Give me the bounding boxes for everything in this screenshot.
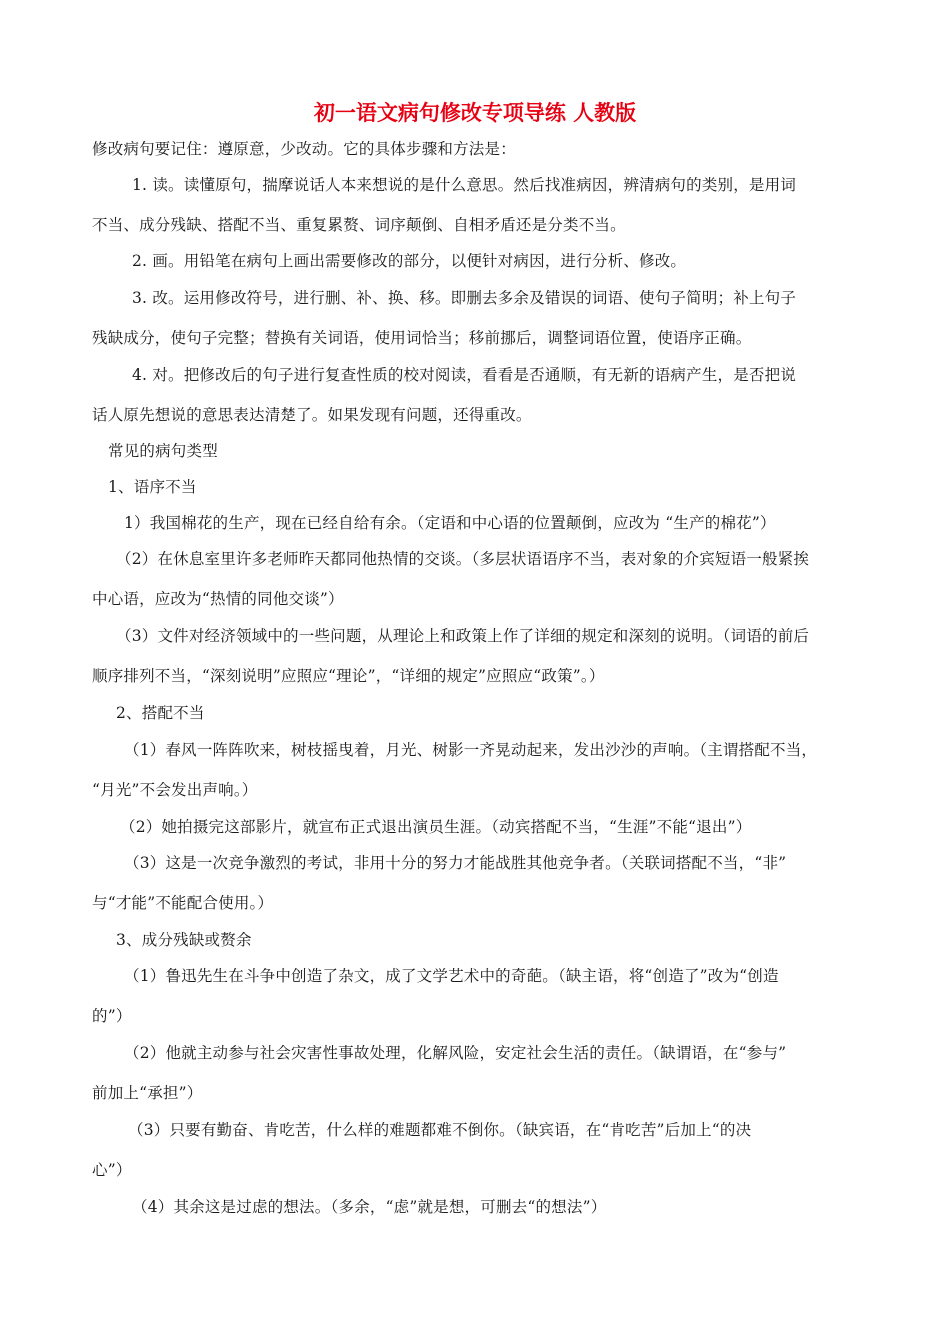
section-heading: 常见的病句类型 bbox=[108, 442, 218, 460]
example-3-2-line-1: （2）他就主动参与社会灾害性事故处理，化解风险，安定社会生活的责任。（缺谓语，在“参与” bbox=[124, 1044, 787, 1062]
step-1-line-1: 1. 读。读懂原句，揣摩说话人本来想说的是什么意思。然后找准病因，辨清病句的类别，是用词 bbox=[132, 176, 797, 194]
example-1-1: 1）我国棉花的生产，现在已经自给有余。（定语和中心语的位置颠倒，应改为 “生产的棉花”） bbox=[124, 514, 776, 532]
step-1-line-2: 不当、成分残缺、搭配不当、重复累赘、词序颠倒、自相矛盾还是分类不当。 bbox=[92, 216, 626, 234]
example-1-2-line-2: 中心语，应改为“热情的同他交谈”） bbox=[92, 590, 344, 608]
example-2-1-line-2: “月光”不会发出声响。） bbox=[92, 781, 258, 799]
example-3-3-line-2: 心”） bbox=[92, 1161, 132, 1179]
intro-line: 修改病句要记住：遵原意，少改动。它的具体步骤和方法是： bbox=[92, 140, 516, 158]
example-1-3-line-2: 顺序排列不当，“深刻说明”应照应“理论”，“详细的规定”应照应“政策”。） bbox=[92, 667, 605, 685]
example-3-1-line-2: 的”） bbox=[92, 1007, 132, 1025]
category-2-heading: 2、搭配不当 bbox=[116, 704, 205, 722]
example-3-3-line-1: （3）只要有勤奋、肯吃苦，什么样的难题都难不倒你。（缺宾语，在“肯吃苦”后加上“的决 bbox=[128, 1121, 752, 1139]
step-4-line-2: 话人原先想说的意思表达清楚了。如果发现有问题，还得重改。 bbox=[92, 406, 532, 424]
example-3-2-line-2: 前加上“承担”） bbox=[92, 1084, 203, 1102]
category-1-heading: 1、语序不当 bbox=[108, 478, 197, 496]
example-1-2-line-1: （2）在休息室里许多老师昨天都同他热情的交谈。（多层状语语序不当，表对象的介宾短语一般紧挨 bbox=[116, 550, 810, 568]
example-2-2: （2）她拍摄完这部影片，就宣布正式退出演员生涯。（动宾搭配不当，“生涯”不能“退出”） bbox=[120, 818, 752, 836]
category-3-heading: 3、成分残缺或赘余 bbox=[116, 931, 252, 949]
example-2-1-line-1: （1）春风一阵阵吹来，树枝摇曳着，月光、树影一齐晃动起来，发出沙沙的声响。（主谓搭配不当， bbox=[124, 741, 818, 759]
example-3-4: （4）其余这是过虑的想法。（多余，“虑”就是想，可删去“的想法”） bbox=[132, 1198, 607, 1216]
example-1-3-line-1: （3）文件对经济领域中的一些问题，从理论上和政策上作了详细的规定和深刻的说明。（词语的前后 bbox=[116, 627, 810, 645]
step-3-line-2: 残缺成分，使句子完整；替换有关词语，使用词恰当；移前挪后，调整词语位置，使语序正确。 bbox=[92, 329, 752, 347]
step-4-line-1: 4. 对。把修改后的句子进行复查性质的校对阅读，看看是否通顺，有无新的语病产生，是否把说 bbox=[132, 366, 797, 384]
document-title: 初一语文病句修改专项导练 人教版 bbox=[313, 100, 637, 125]
example-2-3-line-1: （3）这是一次竞争激烈的考试，非用十分的努力才能战胜其他竞争者。（关联词搭配不当，“非” bbox=[124, 854, 787, 872]
step-3-line-1: 3. 改。运用修改符号，进行删、补、换、移。即删去多余及错误的词语、使句子简明；补上句子 bbox=[132, 289, 797, 307]
example-2-3-line-2: 与“才能”不能配合使用。） bbox=[92, 894, 274, 912]
example-3-1-line-1: （1）鲁迅先生在斗争中创造了杂文，成了文学艺术中的奇葩。（缺主语，将“创造了”改为“创造 bbox=[124, 967, 779, 985]
step-2-line: 2. 画。用铅笔在病句上画出需要修改的部分，以便针对病因，进行分析、修改。 bbox=[132, 252, 687, 270]
